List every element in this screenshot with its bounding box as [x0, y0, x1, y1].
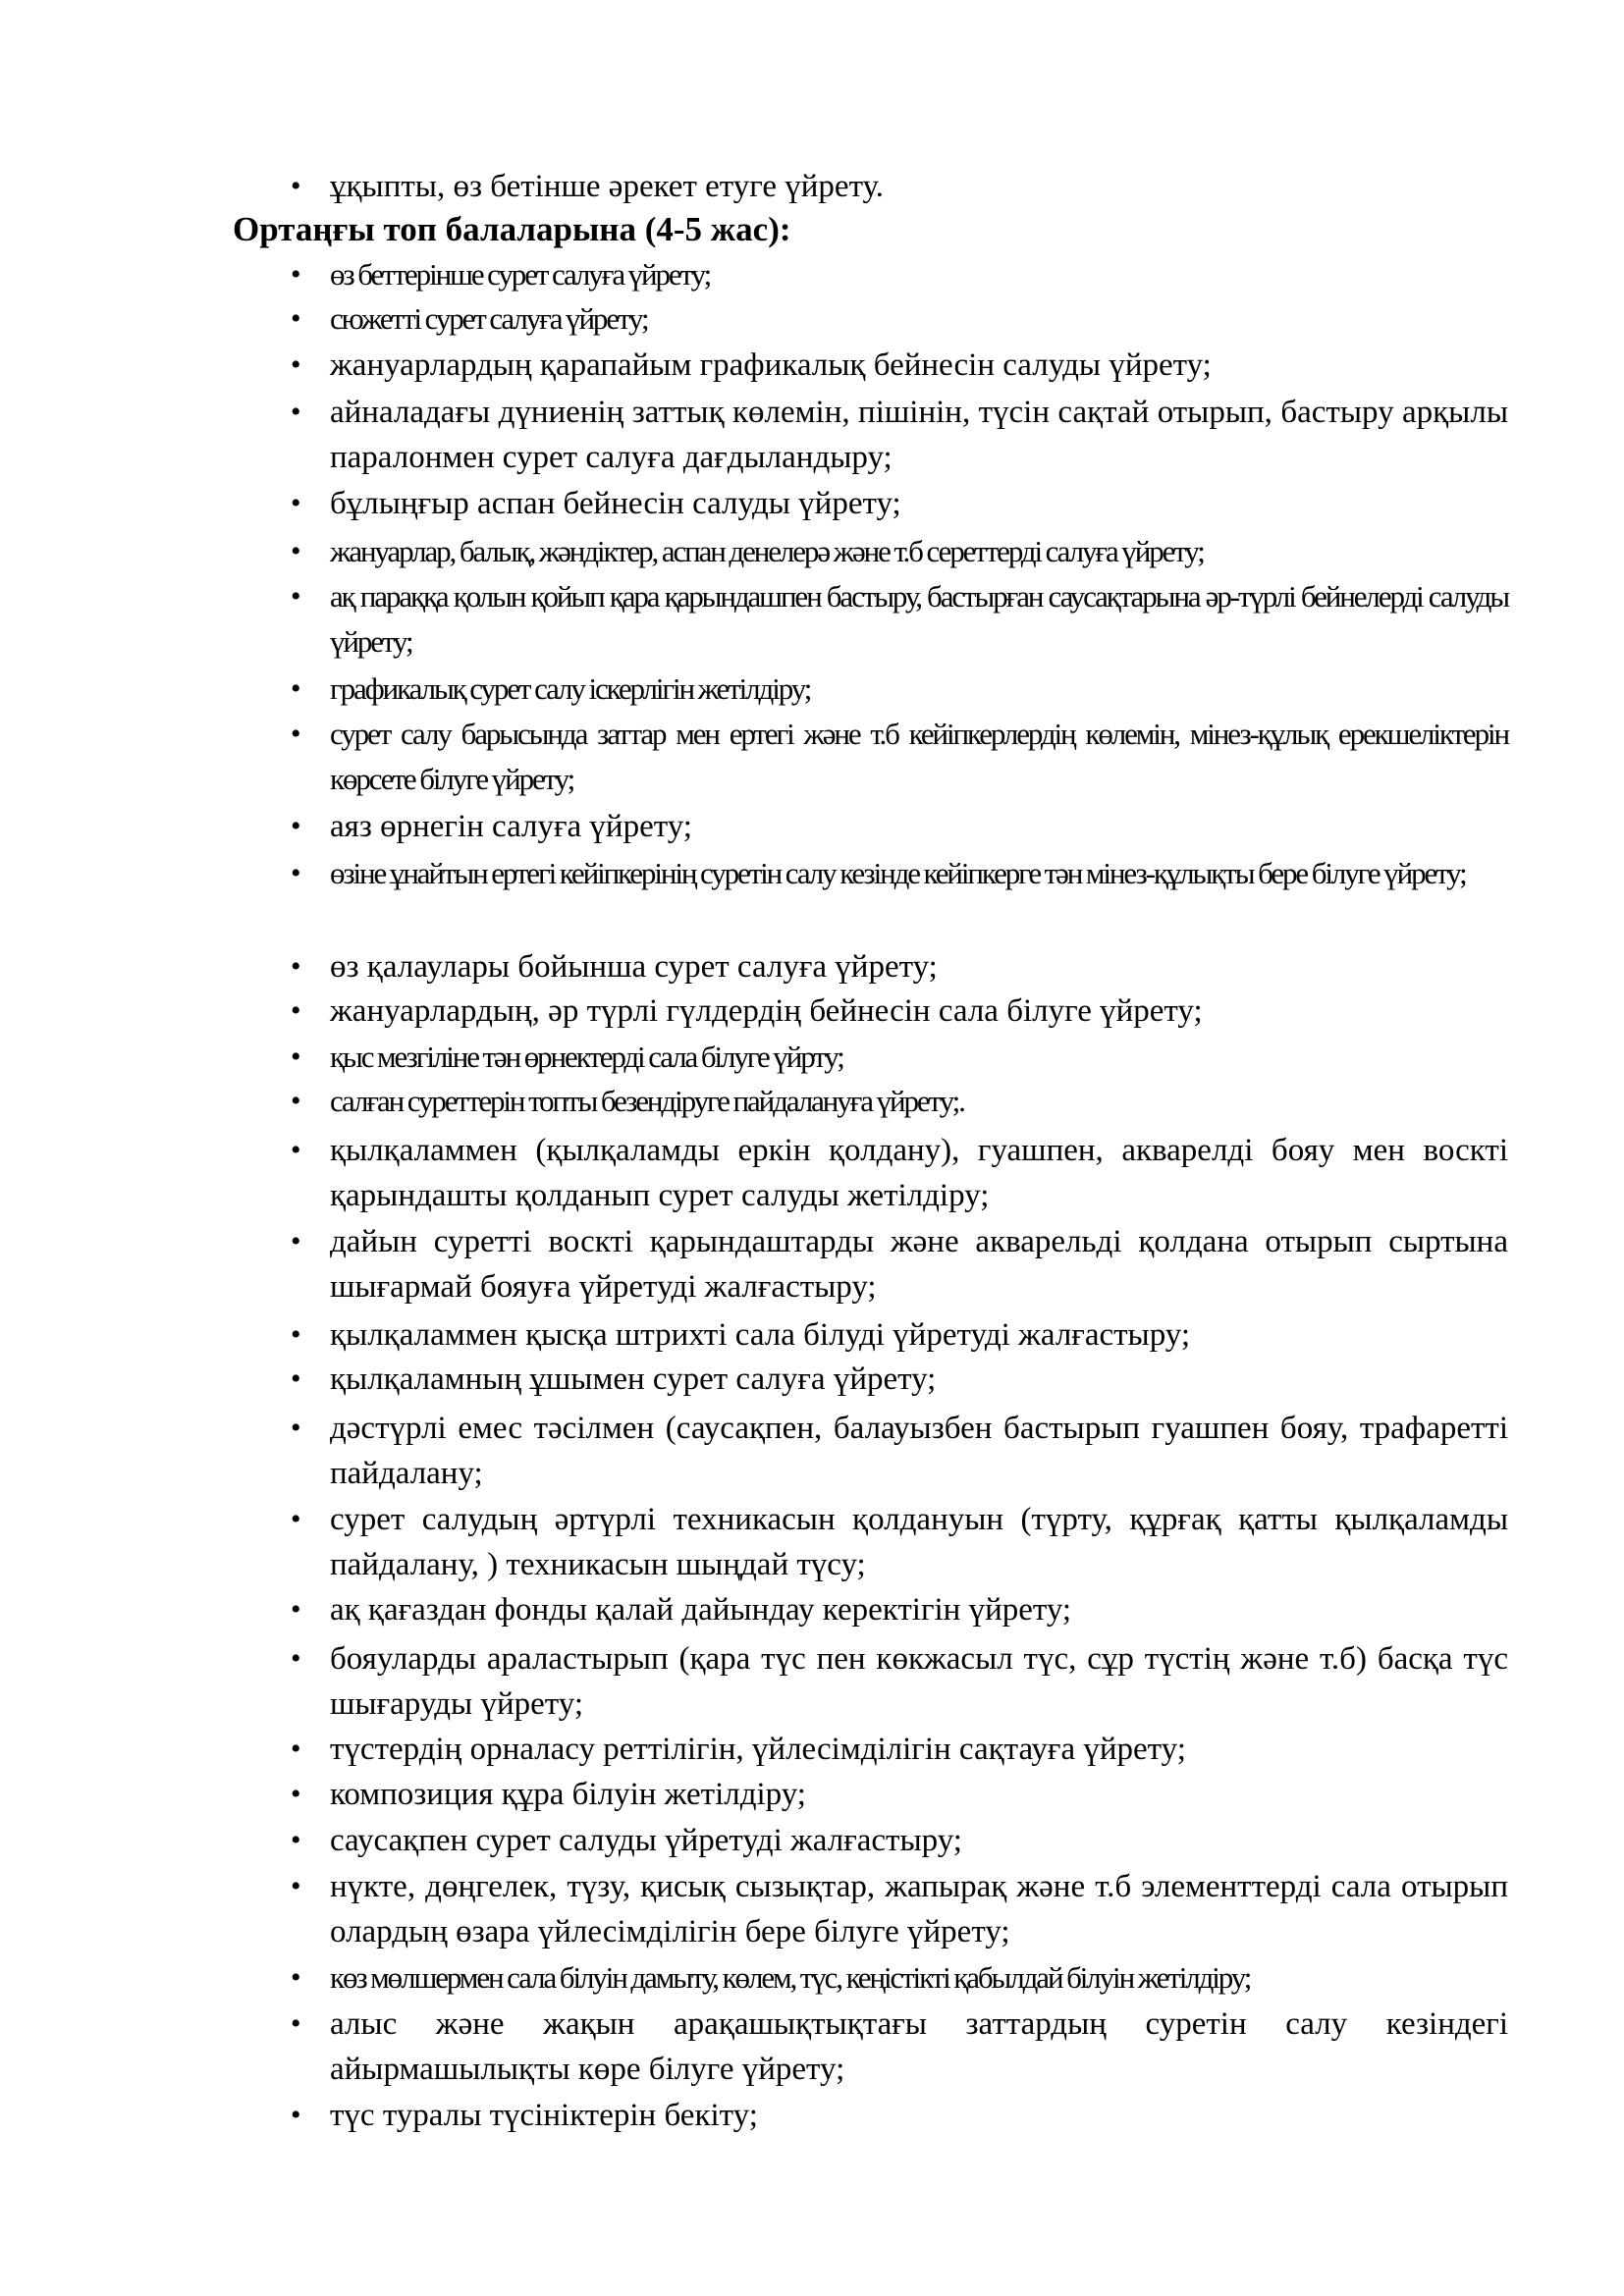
bullet-icon: •: [291, 1642, 301, 1675]
list-item-text: бұлыңғыр аспан бейнесін салуды үйрету;: [330, 486, 901, 521]
list-item: [291, 944, 1508, 989]
list-item-text: ақ параққа қолын қойып қара қарындашпен бастыру, бастырған саусақтарына әр-түрлі бейнелерді салуды үйрету;: [330, 579, 1508, 659]
list-item: [291, 851, 1508, 896]
bullet-icon: •: [291, 1085, 301, 1117]
list-item-text: жануарлар, балық, жәндіктер, аспан денелерә және т.б сереттерді салуға үйрету;: [330, 534, 1204, 568]
list-item-intro: [291, 164, 1508, 209]
list-item-text: сюжетті сурет салуға үйрету;: [330, 301, 648, 336]
bullet-icon: •: [291, 810, 301, 842]
bullet-icon: •: [291, 348, 301, 381]
list-item-text: өз қалаулары бойынша сурет салуға үйрету;: [330, 949, 938, 985]
bullet-icon: •: [291, 302, 301, 335]
bullet-icon: •: [291, 672, 301, 705]
list-item-text: сурет салудың әртүрлі техникасын қолдануын (түрту, құрғақ қатты қылқаламды пайдалану, ) техникасын шыңдай түсу;: [330, 1502, 1508, 1582]
list-item-text: композиция құра білуін жетілдіру;: [330, 1777, 806, 1812]
list-item: [291, 1497, 1508, 1587]
list-item: [291, 252, 1508, 297]
list-item: [291, 1406, 1508, 1496]
bullet-icon: •: [291, 396, 301, 428]
list-item: [291, 988, 1508, 1034]
list-item: [291, 2002, 1508, 2092]
list-item: [291, 390, 1508, 480]
bullet-icon: •: [291, 857, 301, 889]
list-item: [291, 2093, 1508, 2138]
list-item: [291, 343, 1508, 388]
bullet-icon: •: [291, 1824, 301, 1856]
bullet-icon: •: [291, 1961, 301, 1994]
bullet-icon: •: [291, 1778, 301, 1810]
list-item-text: қылқаламмен қысқа штрихті сала білуді үйретуді жалғастыру;: [330, 1317, 1191, 1353]
bullet-icon: •: [291, 580, 301, 613]
list-item-text: саусақпен сурет салуды үйретуді жалғастыру;: [330, 1823, 962, 1858]
bullet-icon: •: [291, 1412, 301, 1444]
list-item: [291, 1219, 1508, 1309]
list-item: [291, 1035, 1508, 1080]
bullet-icon: •: [291, 718, 301, 750]
list-item-text: сурет салу барысында заттар мен ертегі және т.б кейіпкерлердің көлемін, мінез-құлық ерекшеліктерін көрсете білуге үйрету;: [330, 717, 1508, 796]
list-item: [291, 1079, 1508, 1124]
bullet-icon: •: [291, 2099, 301, 2131]
list-item: [291, 1727, 1508, 1772]
list-item-text: түс туралы түсініктерін бекіту;: [330, 2098, 758, 2133]
list-item: [291, 712, 1508, 802]
list-item: [291, 804, 1508, 849]
list-item-text: ұқыпты, өз бетінше әрекет етуге үйрету.: [330, 169, 884, 204]
list-item: [291, 1312, 1508, 1358]
list-item-text: алыс және жақын арақашықтықтағы заттардың суретін салу кезіндегі айырмашылықты көре білуге үйрету;: [330, 2006, 1508, 2087]
list-item-text: қыс мезгіліне тән өрнектерді сала білуге үйрту;: [330, 1040, 843, 1074]
list-item: [291, 296, 1508, 342]
bullet-icon: •: [291, 2007, 301, 2040]
list-item-text: графикалық сурет салу іскерлігін жетілдіру;: [330, 671, 811, 706]
list-item-text: дәстүрлі емес тәсілмен (саусақпен, балауызбен бастырып гуашпен бояу, трафаретті пайдалану;: [330, 1411, 1508, 1491]
bullet-icon: •: [291, 1503, 301, 1535]
list-item-text: ақ қағаздан фонды қалай дайындау керектігін үйрету;: [330, 1592, 1072, 1628]
list-item-text: өз беттерінше сурет салуға үйрету;: [330, 257, 711, 292]
list-item: [291, 1818, 1508, 1863]
bullet-icon: •: [291, 170, 301, 202]
list-item: [291, 481, 1508, 526]
list-item: [291, 574, 1508, 665]
bullet-icon: •: [291, 994, 301, 1027]
bullet-icon: •: [291, 1870, 301, 1902]
list-item-text: қылқаламның ұшымен сурет салуға үйрету;: [330, 1362, 937, 1397]
list-item: [291, 1128, 1508, 1218]
list-item: [291, 1955, 1508, 2001]
list-item: [291, 529, 1508, 574]
list-item-text: жануарлардың қарапайым графикалық бейнесін салуды үйрету;: [330, 347, 1212, 383]
bullet-icon: •: [291, 1134, 301, 1166]
list-item-text: айналадағы дүниенің заттық көлемін, пішінін, түсін сақтай отырып, бастыру арқылы паралонмен сурет салуға дағдыландыру;: [330, 395, 1508, 475]
list-item-text: нүкте, дөңгелек, түзу, қисық сызықтар, жапырақ және т.б элементтерді сала отырып олардың өзара үйлесімділігін бере білуге үйрету;: [330, 1869, 1508, 1949]
list-item-text: аяз өрнегін салуға үйрету;: [330, 809, 692, 844]
bullet-icon: •: [291, 258, 301, 291]
list-item: [291, 1357, 1508, 1402]
list-item-text: өзіне ұнайтын ертегі кейіпкерінің суретін салу кезінде кейіпкерге тән мінез-құлықты бере білуге үйрету;: [330, 856, 1466, 890]
bullet-icon: •: [291, 1362, 301, 1395]
section-heading: Ортаңғы топ балаларына (4-5 жас):: [233, 210, 791, 248]
bullet-icon: •: [291, 487, 301, 519]
list-item: [291, 1772, 1508, 1817]
bullet-icon: •: [291, 950, 301, 983]
bullet-icon: •: [291, 1041, 301, 1073]
list-item: [291, 1587, 1508, 1632]
list-item-text: көз мөлшермен сала білуін дамыту, көлем, түс, кеңістікті қабылдай білуін жетілдіру;: [330, 1960, 1251, 1995]
list-item-text: дайын суретті воскті қарындаштарды және акварельді қолдана отырып сыртына шығармай бояуға үйретуді жалғастыру;: [330, 1224, 1508, 1305]
list-item: [291, 667, 1508, 712]
list-item-text: салған суреттерін топты безендіруге пайдалануға үйрету;.: [330, 1084, 964, 1118]
bullet-icon: •: [291, 535, 301, 567]
list-item-text: түстердің орналасу реттілігін, үйлесімділігін сақтауға үйрету;: [330, 1732, 1186, 1767]
bullet-icon: •: [291, 1318, 301, 1351]
list-item: [291, 1864, 1508, 1954]
bullet-icon: •: [291, 1225, 301, 1257]
list-item-text: жануарлардың, әр түрлі гүлдердің бейнесін сала білуге үйрету;: [330, 993, 1203, 1029]
bullet-icon: •: [291, 1733, 301, 1765]
list-item-text: бояуларды араластырып (қара түс пен көкжасыл түс, сұр түстің және т.б) басқа түс шығаруды үйрету;: [330, 1641, 1508, 1722]
bullet-icon: •: [291, 1593, 301, 1626]
list-item-text: қылқаламмен (қылқаламды еркін қолдану), гуашпен, акварелді бояу мен воскті қарындашты қолданып сурет салуды жетілдіру;: [330, 1133, 1508, 1213]
list-item: [291, 1636, 1508, 1727]
